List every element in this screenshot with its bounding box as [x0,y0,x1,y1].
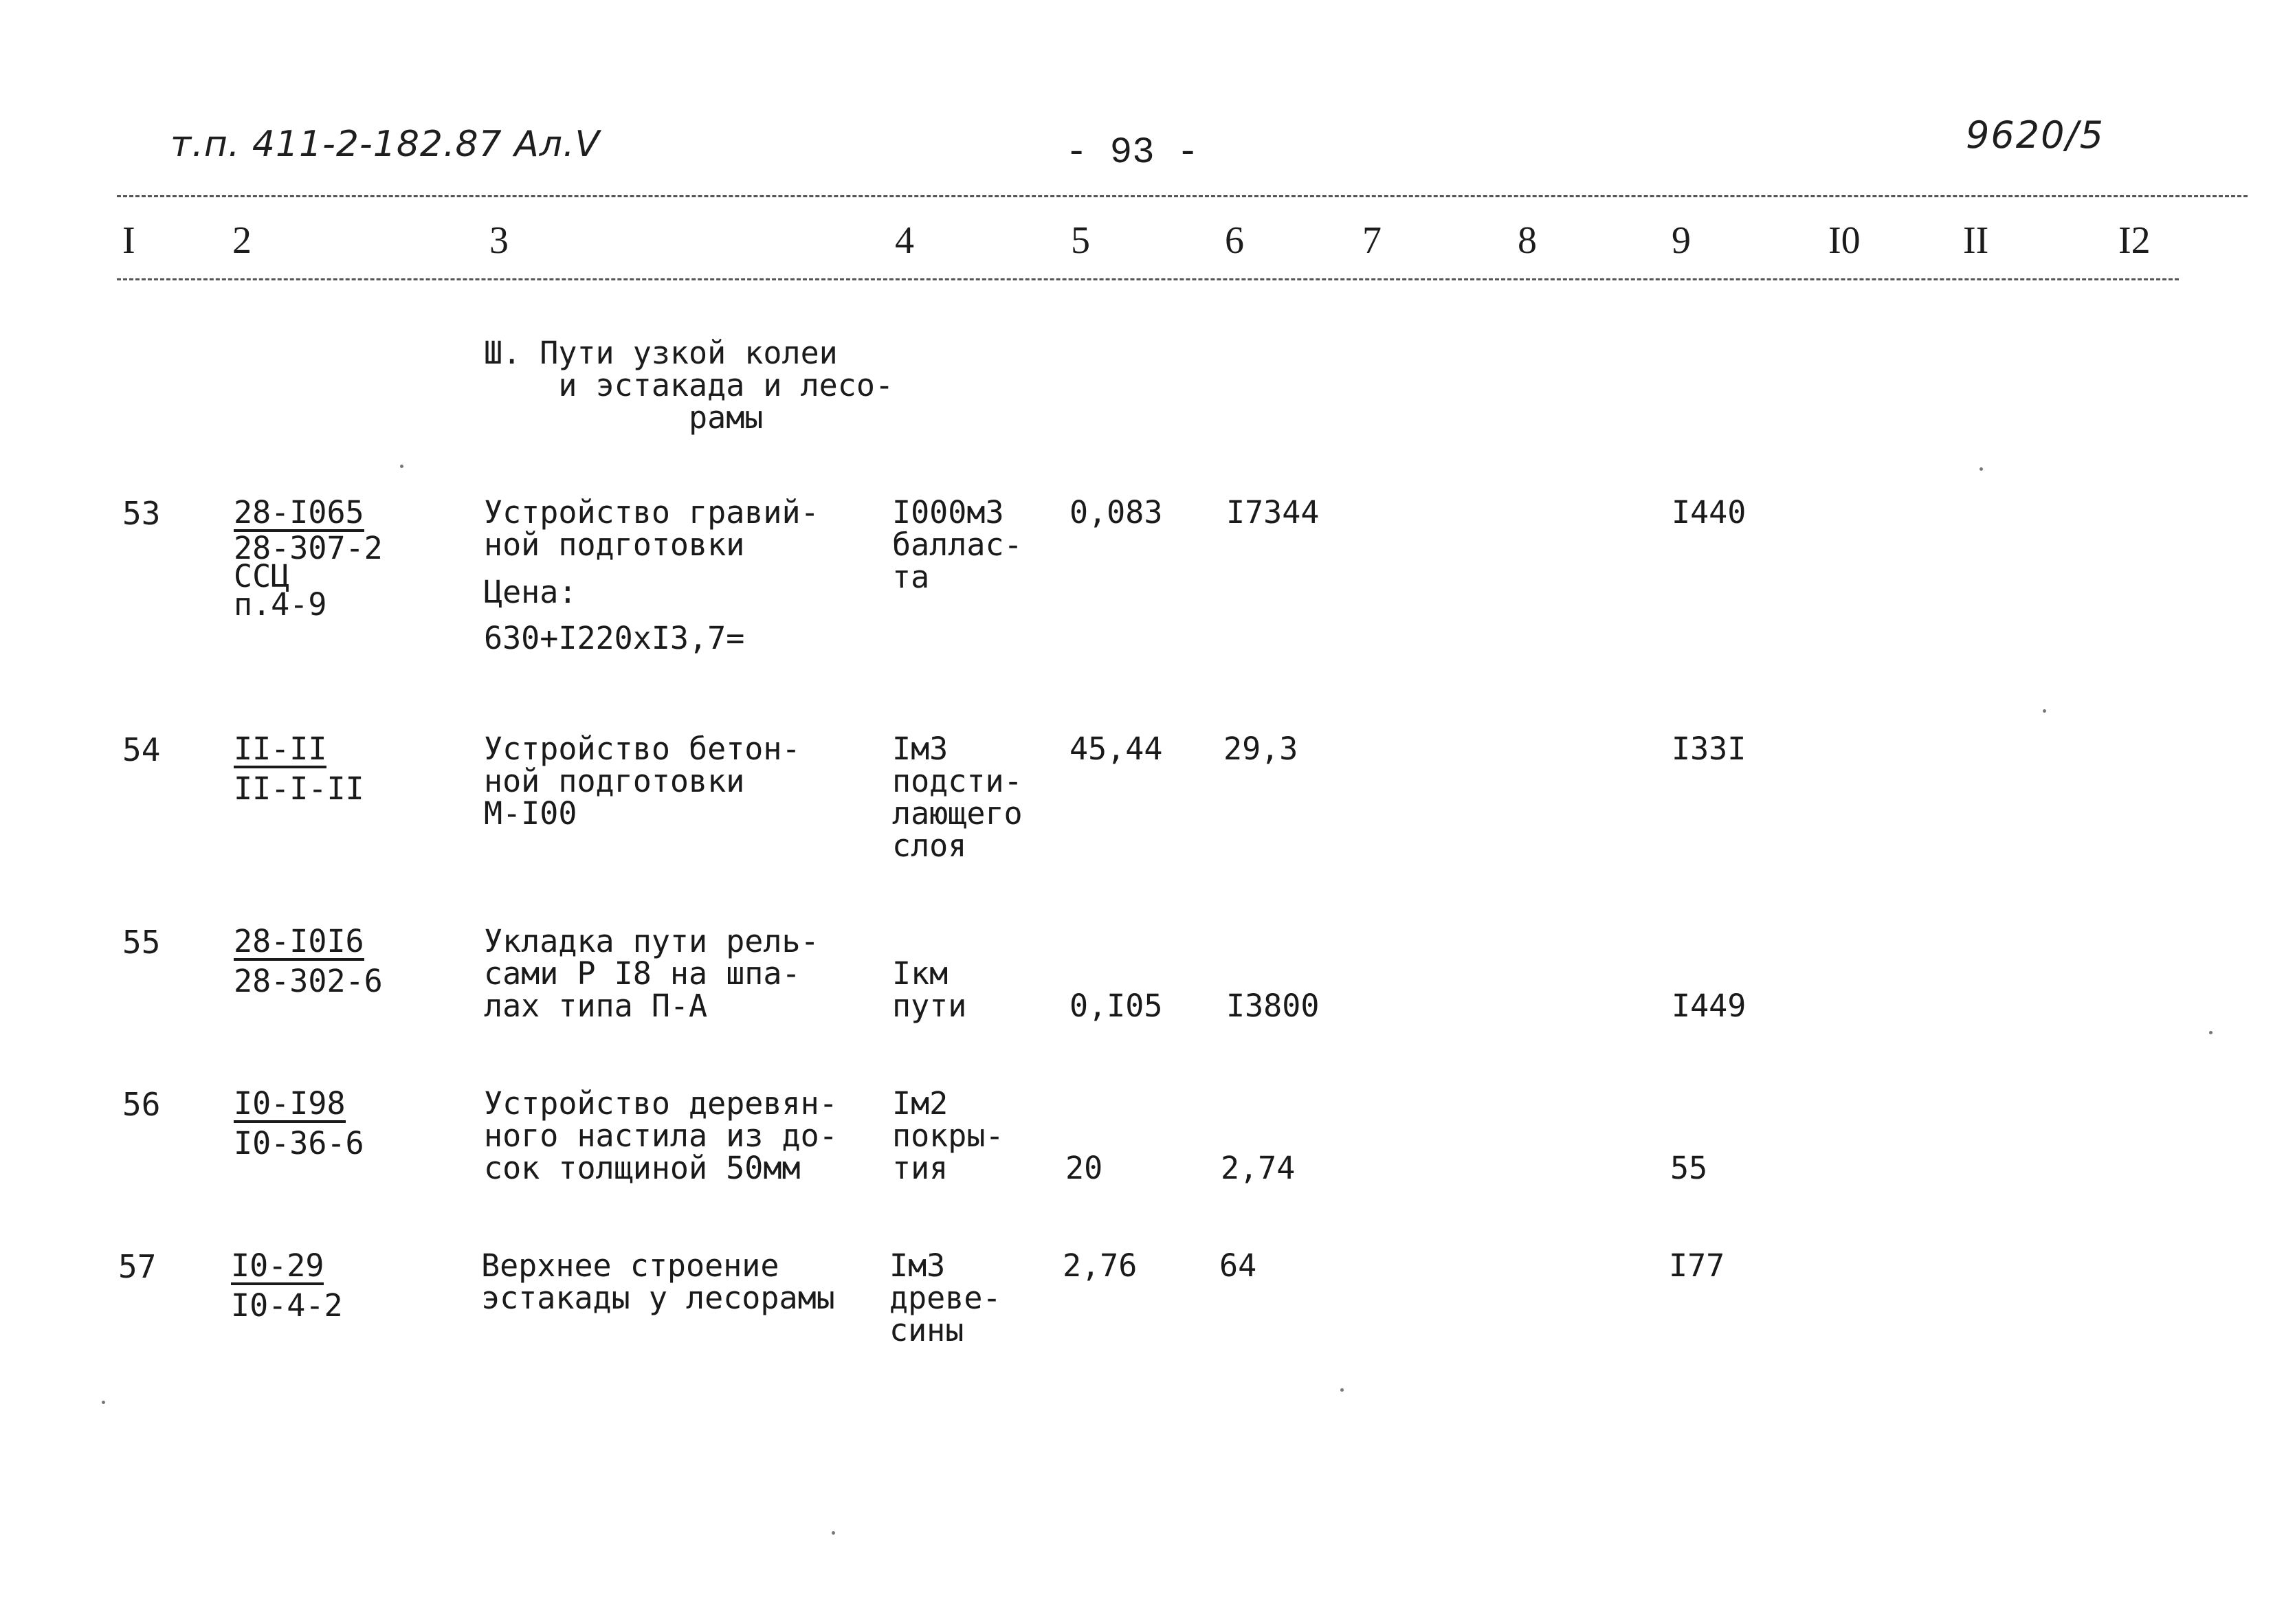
row-number: 55 [122,924,161,961]
column-number-6: 6 [1225,219,1244,262]
column-number-3: 3 [489,219,509,262]
column-number-9: 9 [1672,219,1691,262]
scan-speck [1980,467,1983,471]
work-description: Устройство бетон- ной подготовки М-I00 [484,731,801,832]
row-number: 54 [122,731,161,768]
quantity: 20 [1065,1150,1103,1186]
column-number-11: II [1963,219,1989,262]
pricing-code: I0-29 I0-4-2 [231,1247,343,1324]
scan-speck [400,465,403,468]
total-cost: I33I [1672,731,1747,767]
work-description: Укладка пути рель- сами Р I8 на шпа- лах типа П-А [484,923,819,1024]
row-number: 57 [118,1248,157,1285]
scan-speck [102,1401,105,1404]
column-number-7: 7 [1362,219,1382,262]
pricing-code: 28-I0I6 28-302-6 [234,923,383,999]
document-number: 9620/5 [1966,113,2105,157]
unit: Iм3 подсти- лающего слоя [892,731,1023,864]
work-description: Верхнее строение эстакады у лесорамы [481,1247,835,1316]
section-title: Ш. Пути узкой колеи и эстакада и лесо- рамы [484,335,894,436]
quantity: 0,083 [1069,494,1163,531]
column-number-10: I0 [1828,219,1861,262]
work-description: Устройство деревян- ного настила из до- сок толщиной 50мм [484,1085,838,1186]
code-main: 28-I0I6 [234,923,364,959]
row-number: 53 [122,495,161,532]
pricing-code: 28-I065 28-307-2 ССЦ п.4-9 [234,494,383,623]
page-number: - 93 - [1065,132,1199,174]
column-number-8: 8 [1518,219,1537,262]
code-main: I0-29 [231,1247,324,1284]
unit: Iм3 древе- сины [889,1247,1001,1348]
pricing-code: I0-I98 I0-36-6 [234,1085,364,1161]
unit: Iм2 покры- тия [892,1085,1004,1186]
header-bottom-rule [117,278,2179,280]
code-main: II-II [234,731,327,767]
column-number-1: I [122,219,135,262]
code-main: 28-I065 [234,494,364,531]
pricing-code: II-II II-I-II [234,731,364,807]
column-number-2: 2 [232,219,252,262]
code-main: I0-I98 [234,1085,346,1122]
total-cost: I449 [1672,988,1747,1024]
total-cost: I440 [1672,494,1747,531]
column-number-4: 4 [895,219,914,262]
header-top-rule [117,195,2248,197]
scan-speck [832,1531,835,1535]
quantity: 45,44 [1069,731,1163,767]
column-number-5: 5 [1071,219,1090,262]
total-cost: I77 [1669,1247,1725,1284]
scan-speck [2209,1031,2213,1034]
total-cost: 55 [1670,1150,1708,1186]
document-code: т.п. 411-2-182.87 Ал.V [170,124,601,165]
unit: I000м3 баллас- та [892,494,1023,595]
unit: Iкм пути [892,955,967,1024]
scan-speck [2043,709,2046,713]
quantity: 0,I05 [1069,988,1163,1024]
work-description: Устройство гравий- ной подготовки Цена: 630+I220xI3,7= [484,494,819,656]
scan-speck [1340,1388,1344,1392]
unit-price: 2,74 [1221,1150,1296,1186]
row-number: 56 [122,1086,161,1123]
unit-price: I7344 [1226,494,1320,531]
quantity: 2,76 [1063,1247,1138,1284]
unit-price: I3800 [1226,988,1320,1024]
column-number-12: I2 [2118,219,2151,262]
unit-price: 29,3 [1223,731,1298,767]
unit-price: 64 [1219,1247,1257,1284]
